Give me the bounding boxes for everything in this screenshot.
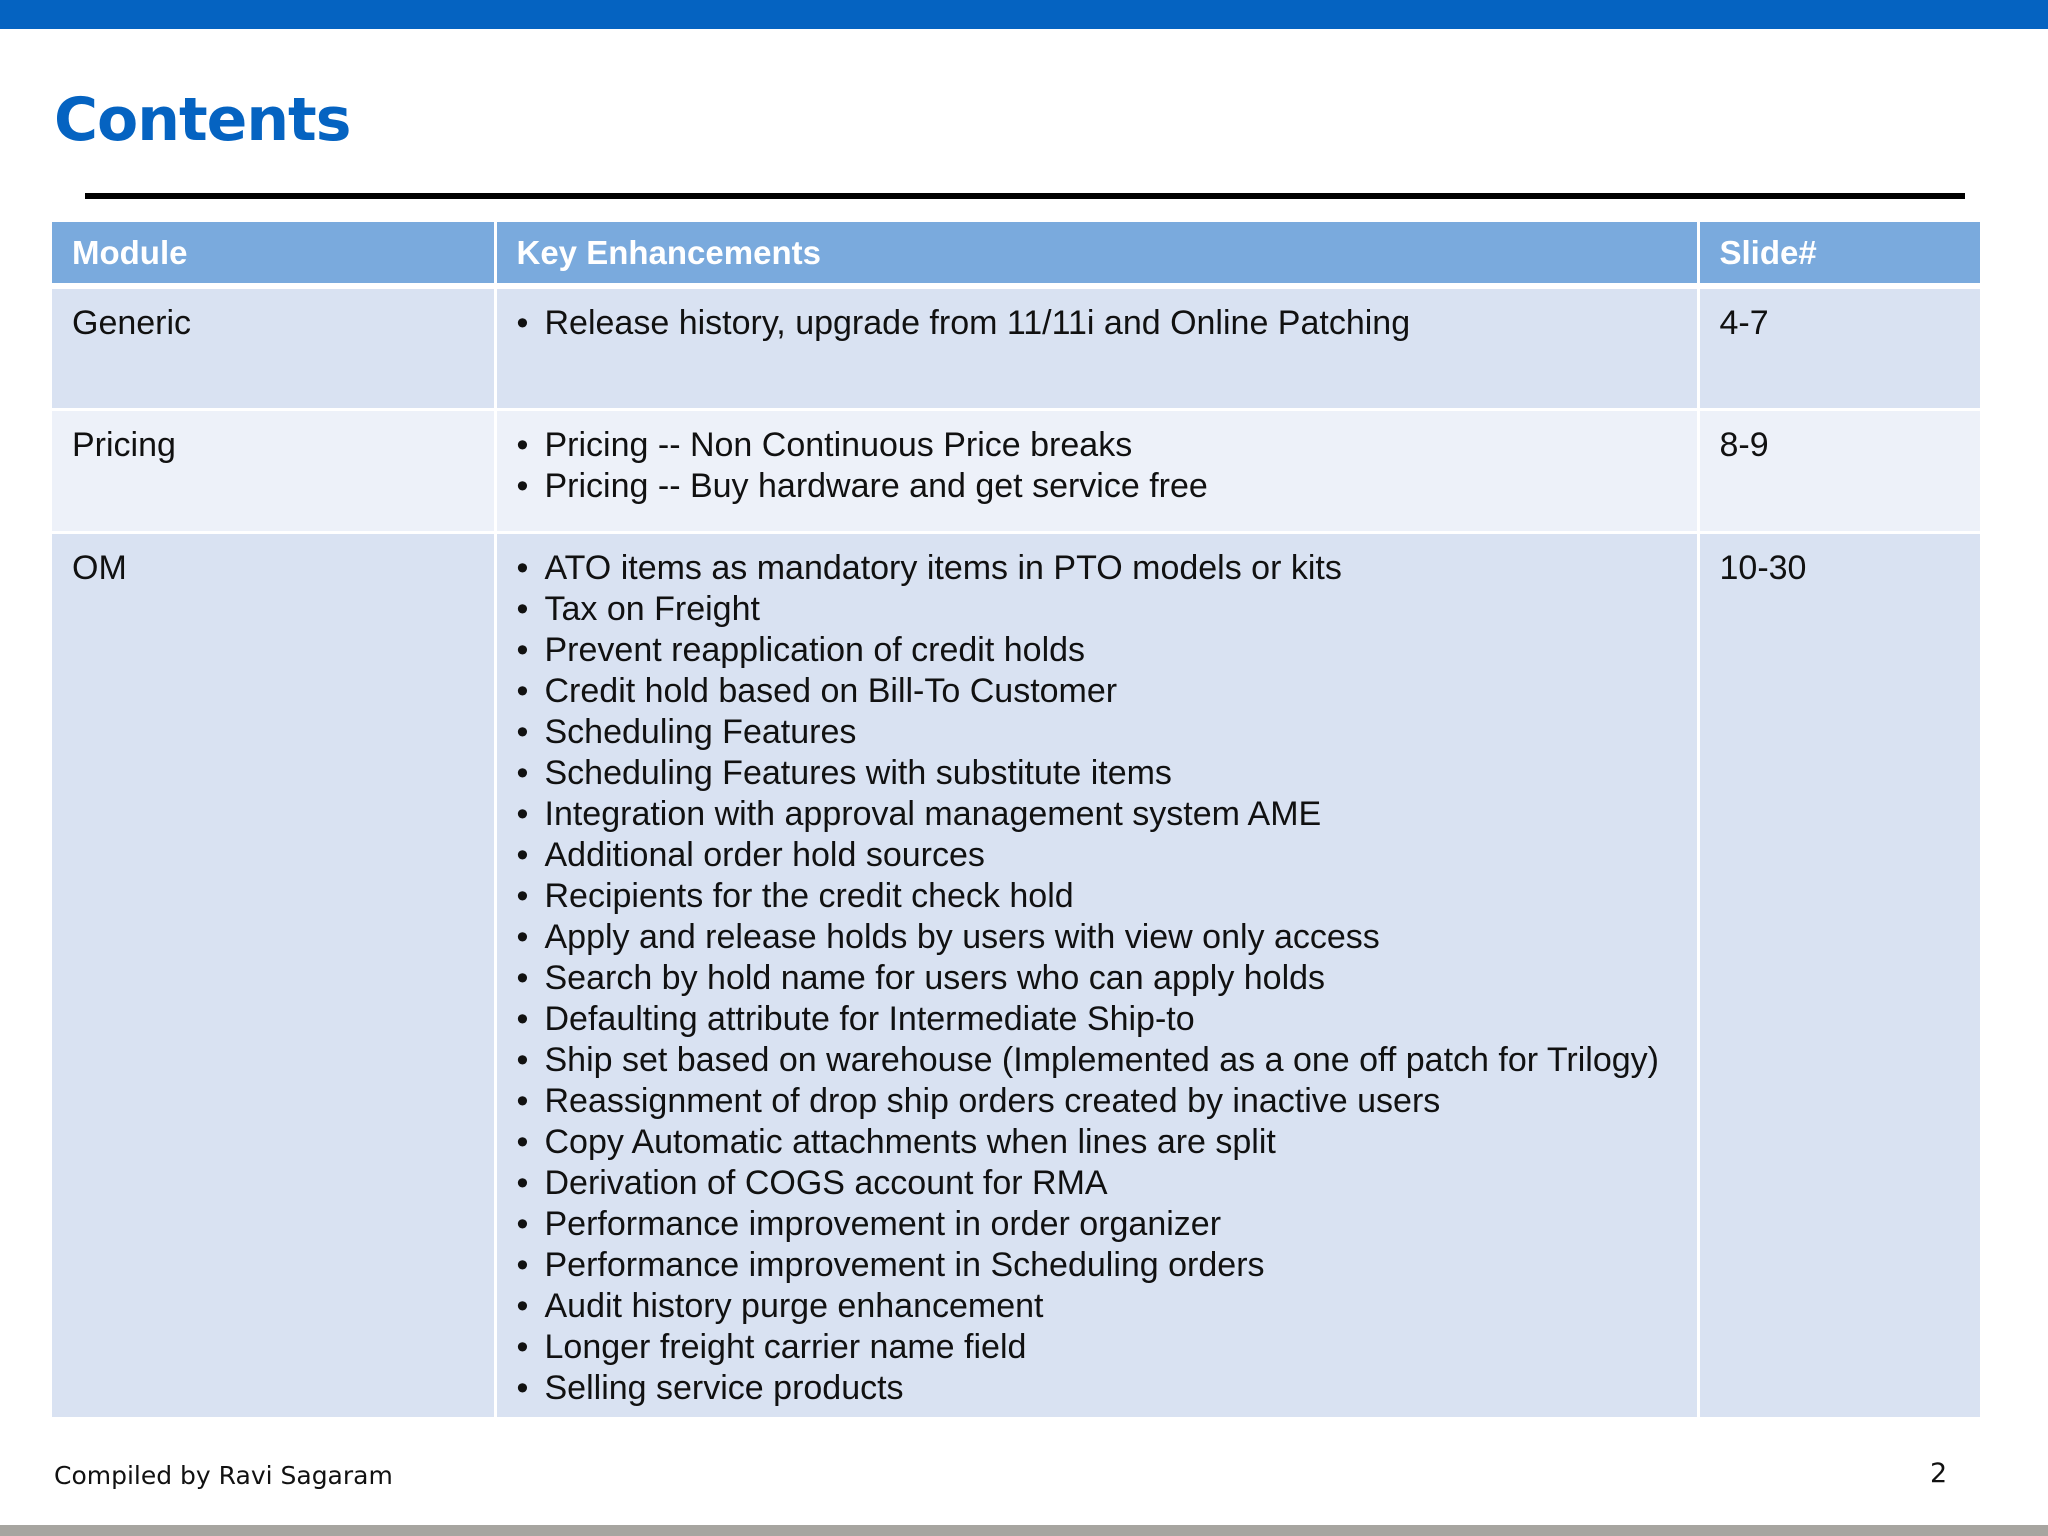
module-cell: Pricing (52, 410, 495, 533)
enhancement-item: • Scheduling Features (517, 712, 1677, 753)
enhancement-item: • Audit history purge enhancement (517, 1286, 1677, 1327)
enhancement-item: • Tax on Freight (517, 589, 1677, 630)
enhancement-item: • Defaulting attribute for Intermediate Ship-to (517, 999, 1677, 1040)
enhancements-cell (495, 410, 1698, 533)
enhancement-item: • Copy Automatic attachments when lines are split (517, 1122, 1677, 1163)
footer-credit: Compiled by Ravi Sagaram (54, 1461, 393, 1490)
enhancement-item: • ATO items as mandatory items in PTO models or kits (517, 548, 1677, 589)
contents-table (52, 222, 1980, 1420)
enhancement-item: • Performance improvement in order organizer (517, 1204, 1677, 1245)
module-cell: OM (52, 533, 495, 1419)
enhancement-item: • Recipients for the credit check hold (517, 876, 1677, 917)
enhancement-item: • Reassignment of drop ship orders created by inactive users (517, 1081, 1677, 1122)
enhancement-item: • Ship set based on warehouse (Implemented as a one off patch for Trilogy) (517, 1040, 1677, 1081)
module-cell: Generic (52, 286, 495, 410)
slide-range-cell: 10-30 (1698, 533, 1980, 1419)
enhancement-list (517, 548, 1677, 1409)
table-row-generic (52, 286, 1980, 410)
enhancement-item: • Credit hold based on Bill-To Customer (517, 671, 1677, 712)
title-divider (85, 193, 1965, 199)
table-row-pricing (52, 410, 1980, 533)
enhancement-item: • Longer freight carrier name field (517, 1327, 1677, 1368)
slide-range-cell: 4-7 (1698, 286, 1980, 410)
enhancements-cell (495, 286, 1698, 410)
page-number: 2 (1930, 1458, 1948, 1489)
slide-range-cell: 8-9 (1698, 410, 1980, 533)
enhancements-cell (495, 533, 1698, 1419)
enhancement-item: • Search by hold name for users who can apply holds (517, 958, 1677, 999)
enhancement-item: • Pricing -- Buy hardware and get service free (517, 466, 1677, 507)
enhancement-item: • Apply and release holds by users with view only access (517, 917, 1677, 958)
top-accent-bar (0, 0, 2048, 29)
enhancement-item: • Performance improvement in Scheduling orders (517, 1245, 1677, 1286)
enhancement-item: • Additional order hold sources (517, 835, 1677, 876)
enhancement-item: • Integration with approval management system AME (517, 794, 1677, 835)
enhancement-item: • Pricing -- Non Continuous Price breaks (517, 425, 1677, 466)
enhancement-item: • Scheduling Features with substitute items (517, 753, 1677, 794)
header-key-enhancements: Key Enhancements (495, 222, 1698, 286)
enhancement-list (517, 425, 1677, 507)
enhancement-item: • Prevent reapplication of credit holds (517, 630, 1677, 671)
slide-title: Contents (54, 85, 351, 155)
header-slide-number: Slide# (1698, 222, 1980, 286)
header-module: Module (52, 222, 495, 286)
enhancement-item: • Release history, upgrade from 11/11i and Online Patching (517, 303, 1677, 344)
table-row-om (52, 533, 1980, 1419)
bottom-accent-bar (0, 1525, 2048, 1536)
table-header-row (52, 222, 1980, 286)
enhancement-item: • Selling service products (517, 1368, 1677, 1409)
enhancement-item: • Derivation of COGS account for RMA (517, 1163, 1677, 1204)
enhancement-list (517, 303, 1677, 344)
